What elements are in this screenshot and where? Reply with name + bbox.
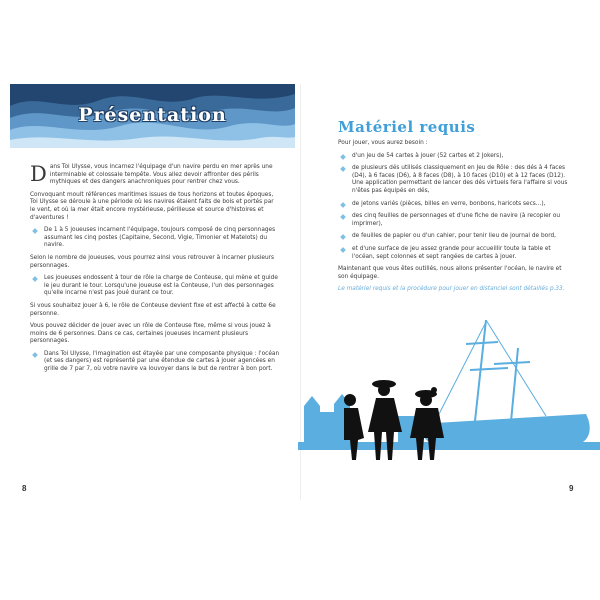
paragraph: Selon le nombre de joueuses, vous pourrez ainsi vous retrouver à incarner plusieurs personnages. [30, 254, 275, 269]
list-item-text: des cinq feuilles de personnages et d'une fiche de navire (à recopier ou imprimer), [352, 213, 561, 227]
page-number: 8 [22, 484, 27, 493]
diamond-bullet-icon [340, 235, 346, 241]
list-item [338, 201, 570, 209]
bullet-text: Dans Toi Ulysse, l'imagination est étayée par une composante physique : l'océan (et ses dangers) est représenté par une étendue de cartes à jouer agencées en grille de 7 par 7, où votre navire va louvoyer dans le but de rentrer à bon port. [44, 350, 280, 373]
left-page [10, 84, 295, 500]
right-body-text [338, 140, 570, 299]
list-item-text: d'un jeu de 54 cartes à jouer (52 cartes et 2 Jokers), [352, 152, 504, 159]
paragraph: Convoquant moult références maritimes issues de tous horizons et toutes époques, Toi Ulysse se déroule à une période où les navires étaient faits de bois et portés par le vent, et où la mer était encore mystérieuse, périlleuse et source d'histoires et d'aventures ! [30, 191, 274, 221]
bullet-item [30, 351, 280, 374]
intro-text: ans Toi Ulysse, vous incarnez l'équipage d'un navire perdu en mer après une interminable et colossale tempête. Vous allez devoir affronter des périls mythiques et des dangers anachroniques pour rentrer chez vous. [49, 164, 273, 186]
diamond-bullet-icon [340, 202, 346, 208]
diamond-bullet-icon [340, 247, 346, 253]
list-item [338, 246, 570, 261]
bullet-item [30, 227, 280, 250]
intro-paragraph [30, 164, 280, 187]
diamond-bullet-icon [340, 154, 346, 160]
list-item-text: de feuilles de papier ou d'un cahier, pour tenir lieu de journal de bord, [352, 233, 557, 240]
list-item-text: et d'une surface de jeu assez grande pour accueillir toute la table et l'océan, sept colonnes et sept rangées de cartes à jouer. [352, 245, 551, 260]
diamond-bullet-icon [340, 166, 346, 172]
bullet-item [30, 275, 280, 298]
section-title: Matériel requis [338, 118, 476, 136]
paragraph: Si vous souhaitez jouer à 6, le rôle de Conteuse devient fixe et est affecté à cette 6e personne. [30, 302, 276, 317]
drop-cap: D [30, 162, 47, 186]
list-item-text: de jetons variés (pièces, billes en verre, bonbons, haricots secs...), [352, 200, 546, 207]
list-item [338, 213, 570, 228]
list-item [338, 233, 570, 241]
diamond-bullet-icon [340, 214, 346, 220]
list-item-text: de plusieurs dés utilisés classiquement en Jeu de Rôle : des dés à 4 faces (D4), à 6 faces (D6), à 8 faces (D8), à 10 faces (D10) et à 12 faces (D12). Une application permettant de lancer des dés virtuels fera l'affaire si vous n'êtes pas équipés en dés, [352, 165, 568, 194]
bullet-text: De 1 à 5 joueuses incarnent l'équipage, toujours composé de cinq personnages assumant les cinq postes (Capitaine, Second, Vigie, Timonier et Matelots) du navire. [44, 227, 276, 249]
diamond-bullet-icon [32, 276, 38, 282]
harbor-silhouette-illustration [298, 320, 600, 468]
page-number: 9 [569, 484, 574, 493]
note-text: Le matériel requis et la procédure pour jouer en distanciel sont détaillés p.33. [338, 286, 565, 293]
bullet-text: Les joueuses endossent à tour de rôle la charge de Conteuse, qui mène et guide le jeu durant le tour. Lorsqu'une joueuse est la Conteuse, l'un des personnages qu'elle incarne n'est pas joué durant ce tour. [44, 275, 278, 297]
paragraph: Vous pouvez décider de jouer avec un rôle de Conteuse fixe, même si vous jouez à moins de 6 personnes. Dans ce cas, certaines joueuses incarnent plusieurs personnages. [30, 323, 271, 345]
harbor-ground-icon [298, 442, 600, 450]
diamond-bullet-icon [32, 352, 38, 358]
page-title: Présentation [78, 104, 227, 126]
title-banner [10, 84, 295, 148]
list-item [338, 165, 570, 195]
outro-paragraph: Maintenant que vous êtes outillés, nous allons présenter l'océan, le navire et son équipage. [338, 266, 562, 280]
ship-masts-icon [438, 320, 546, 432]
diamond-bullet-icon [32, 228, 38, 234]
left-body-text [30, 164, 280, 379]
list-intro: Pour jouer, vous aurez besoin : [338, 140, 428, 146]
list-item [338, 153, 570, 161]
